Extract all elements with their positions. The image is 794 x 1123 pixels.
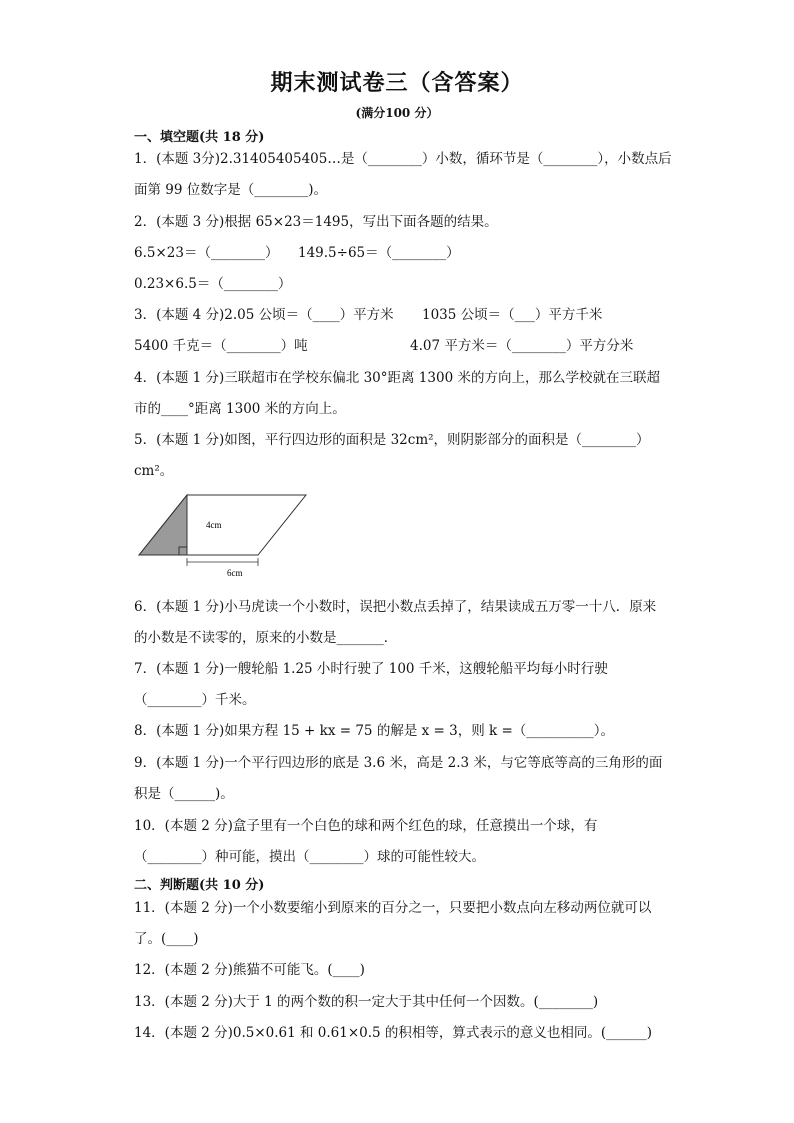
question-2-line-1: 2．(本题 3 分)根据 65×23＝1495，写出下面各题的结果。 bbox=[134, 214, 498, 230]
section-fill-heading: 一、填空题(共 18 分) bbox=[134, 130, 265, 145]
question-3-item-3: 5400 千克＝（________）吨 bbox=[134, 338, 308, 354]
question-8-line: 8．(本题 1 分)如果方程 15 + kx = 75 的解是 x = 3，则 k =（__________）。 bbox=[134, 723, 615, 739]
question-7-line-2: （________）千米。 bbox=[134, 692, 256, 708]
question-3-item-4: 4.07 平方米＝（________）平方分米 bbox=[410, 338, 634, 354]
question-3-item-2: 1035 公顷＝（___）平方千米 bbox=[422, 307, 603, 323]
page-title: 期末测试卷三（含答案） bbox=[270, 70, 524, 96]
question-1-line-2: 面第 99 位数字是（________)。 bbox=[134, 182, 328, 198]
question-6-line-2: 的小数是不读零的，原来的小数是_______． bbox=[134, 630, 398, 646]
question-9-line-2: 积是（______)。 bbox=[134, 786, 234, 802]
question-7-line-1: 7．(本题 1 分)一艘轮船 1.25 小时行驶了 100 千米，这艘轮船平均每小时行驶 bbox=[134, 661, 608, 677]
question-6-line-1: 6．(本题 1 分)小马虎读一个小数时，误把小数点丢掉了，结果读成五万零一十八．原来 bbox=[134, 599, 657, 615]
question-3-item-1: 3．(本题 4 分)2.05 公顷＝（____）平方米 bbox=[134, 307, 394, 323]
question-5-line-1: 5．(本题 1 分)如图，平行四边形的面积是 32cm²，则阴影部分的面积是（________） bbox=[134, 432, 650, 448]
question-1-line-1: 1．(本题 3分)2.31405405405…是（________）小数，循环节是（________），小数点后 bbox=[134, 151, 672, 167]
base-label: 6cm bbox=[227, 568, 243, 578]
question-2-item-1: 6.5×23＝（________） bbox=[134, 245, 279, 261]
question-13-line: 13．(本题 2 分)大于 1 的两个数的积一定大于其中任何一个因数。(________) bbox=[134, 994, 599, 1010]
parallelogram-figure bbox=[134, 490, 324, 582]
question-2-item-3: 0.23×6.5＝（________） bbox=[134, 276, 292, 292]
question-11-line-2: 了。(____) bbox=[134, 931, 199, 947]
section-judge-heading: 二、判断题(共 10 分) bbox=[134, 878, 265, 893]
question-14-line: 14．(本题 2 分)0.5×0.61 和 0.61×0.5 的积相等，算式表示的意义也相同。(______) bbox=[134, 1025, 652, 1041]
question-5-line-2: cm²。 bbox=[134, 463, 174, 479]
score-note: (满分100 分） bbox=[355, 106, 439, 120]
height-label: 4cm bbox=[206, 520, 222, 530]
question-12-line: 12．(本题 2 分)熊猫不可能飞。(____) bbox=[134, 962, 365, 978]
question-9-line-1: 9．(本题 1 分)一个平行四边形的底是 3.6 米，高是 2.3 米，与它等底等高的三角形的面 bbox=[134, 755, 663, 771]
question-2-item-2: 149.5÷65＝（________） bbox=[298, 245, 460, 261]
question-11-line-1: 11．(本题 2 分)一个小数要缩小到原来的百分之一，只要把小数点向左移动两位就可以 bbox=[134, 900, 652, 916]
question-10-line-2: （________）种可能，摸出（________）球的可能性较大。 bbox=[134, 849, 485, 865]
question-4-line-2: 市的____°距离 1300 米的方向上。 bbox=[134, 401, 346, 417]
question-10-line-1: 10．(本题 2 分)盒子里有一个白色的球和两个红色的球，任意摸出一个球，有 bbox=[134, 818, 598, 834]
question-4-line-1: 4．(本题 1 分)三联超市在学校东偏北 30°距离 1300 米的方向上，那么学校就在三联超 bbox=[134, 370, 660, 386]
